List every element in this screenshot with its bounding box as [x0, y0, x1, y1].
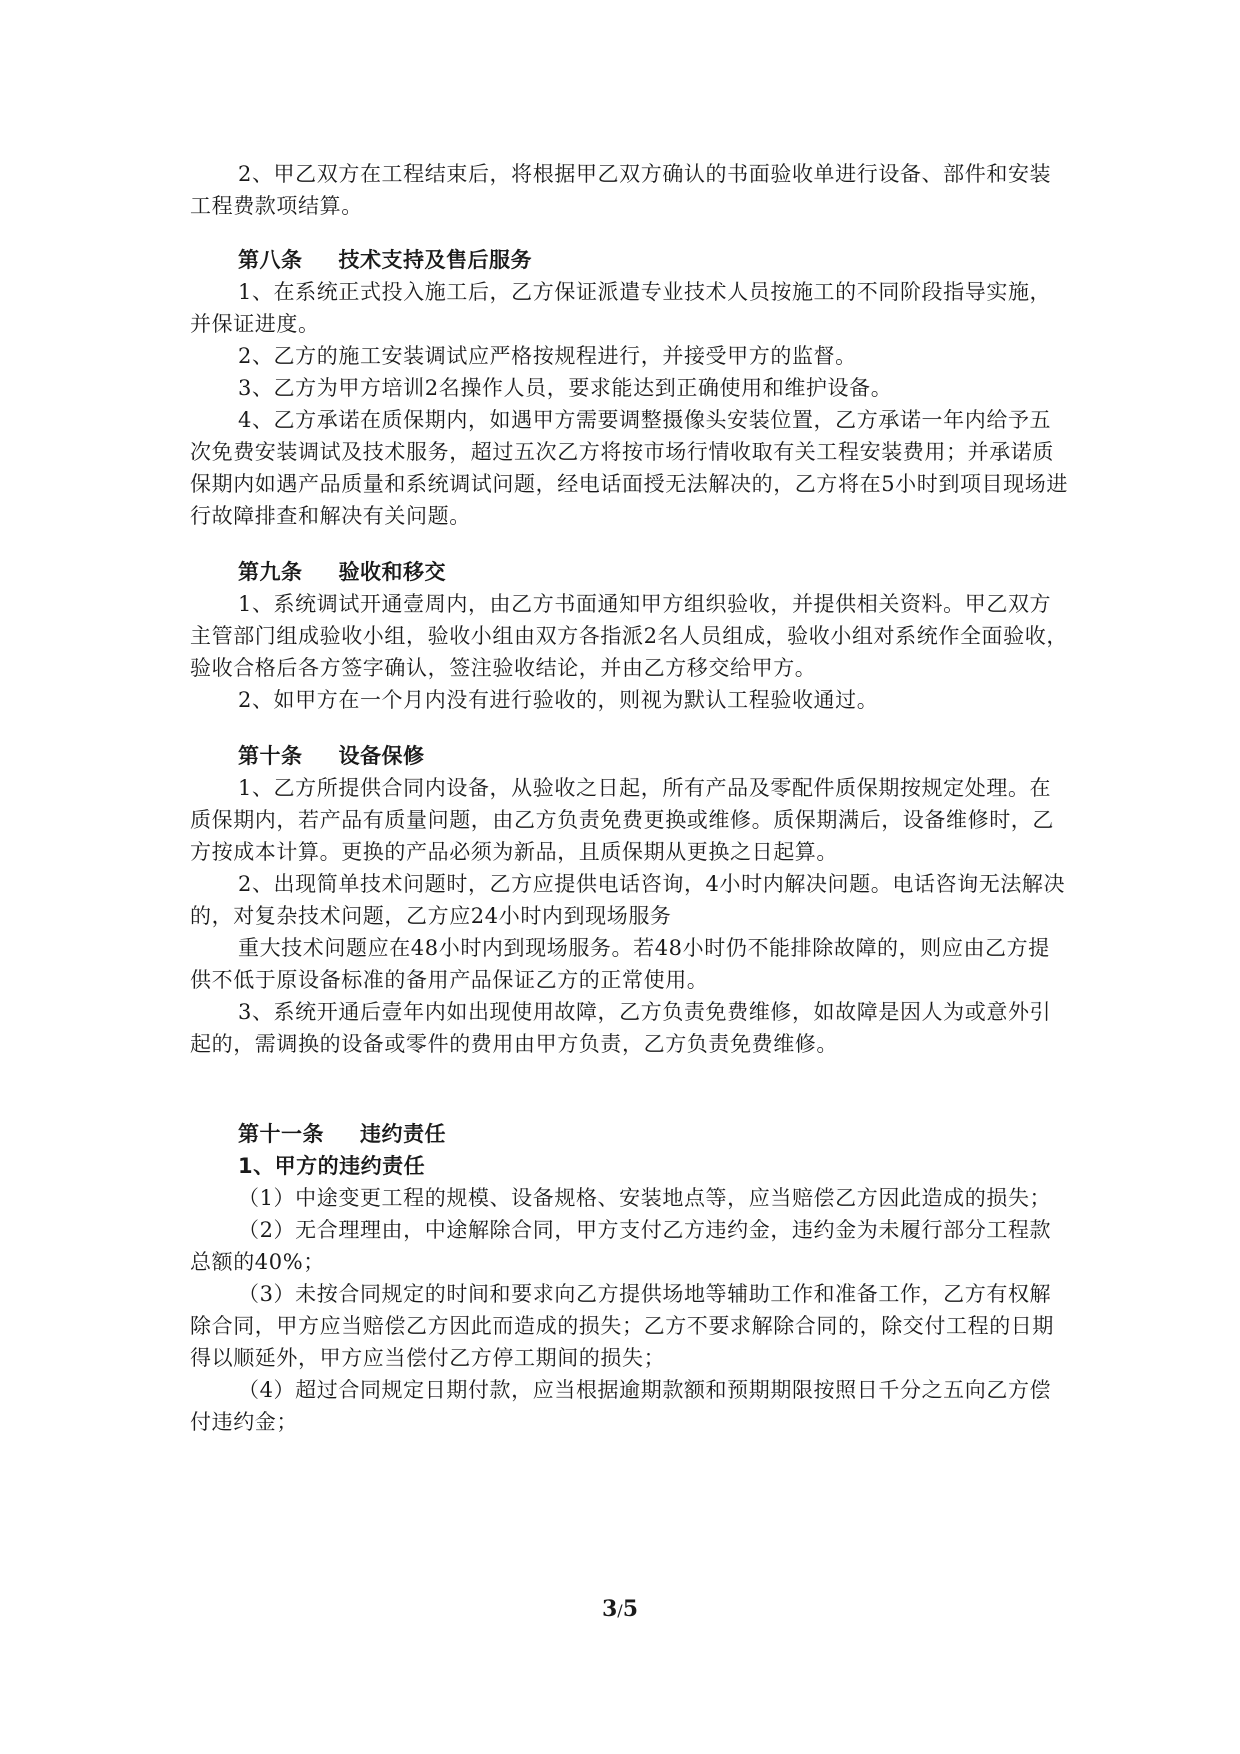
article-10-para-4: 3、系统开通后壹年内如出现使用故障，乙方负责免费维修，如故障是因人为或意外引起的，需调换的设备或零件的费用由甲方负责，乙方负责免费维修。 [190, 1000, 1052, 1056]
article-9-number: 第九条 [238, 560, 303, 584]
article-8-heading [190, 244, 1070, 276]
article-9-para-2: 2、如甲方在一个月内没有进行验收的，则视为默认工程验收通过。 [238, 688, 879, 712]
article-11-para-2: （2）无合理理由，中途解除合同，甲方支付乙方违约金，违约金为未履行部分工程款总额的40%； [190, 1218, 1052, 1274]
article-10-para-3: 重大技术问题应在48小时内到现场服务。若48小时仍不能排除故障的，则应由乙方提供不低于原设备标准的备用产品保证乙方的正常使用。 [190, 936, 1050, 992]
article-11-title: 违约责任 [360, 1122, 446, 1146]
article-8-title: 技术支持及售后服务 [338, 248, 532, 272]
article-11-para-4: （4）超过合同规定日期付款，应当根据逾期款额和预期期限按照日千分之五向乙方偿付违约金； [190, 1378, 1052, 1434]
article-10-para-2: 2、出现简单技术问题时，乙方应提供电话咨询，4小时内解决问题。电话咨询无法解决的，对复杂技术问题，乙方应24小时内到现场服务 [190, 872, 1066, 928]
article-11-para-1: （1）中途变更工程的规模、设备规格、安装地点等，应当赔偿乙方因此造成的损失； [238, 1186, 1052, 1210]
article-8-number: 第八条 [238, 248, 303, 272]
article-9-title: 验收和移交 [338, 560, 446, 584]
article-11-number: 第十一条 [238, 1122, 324, 1146]
article-11-para-3: （3）未按合同规定的时间和要求向乙方提供场地等辅助工作和准备工作，乙方有权解除合同，甲方应当赔偿乙方因此而造成的损失；乙方不要求解除合同的，除交付工程的日期得以顺延外，甲方应当偿付乙方停工期间的损失； [190, 1282, 1054, 1370]
page-separator: / [617, 1601, 623, 1620]
article-11-subheading: 1、甲方的违约责任 [238, 1154, 426, 1178]
article-8-para-4: 4、乙方承诺在质保期内，如遇甲方需要调整摄像头安装位置，乙方承诺一年内给予五次免费安装调试及技术服务，超过五次乙方将按市场行情收取有关工程安装费用；并承诺质保期内如遇产品质量和系统调试问题，经电话面授无法解决的，乙方将在5小时到项目现场进行故障排查和解决有关问题。 [190, 408, 1068, 528]
intro-paragraph: 2、甲乙双方在工程结束后，将根据甲乙双方确认的书面验收单进行设备、部件和安装工程费款项结算。 [190, 162, 1052, 218]
page-total: 5 [622, 1596, 638, 1622]
article-9-para-1: 1、系统调试开通壹周内，由乙方书面通知甲方组织验收，并提供相关资料。甲乙双方主管部门组成验收小组，验收小组由双方各指派2名人员组成，验收小组对系统作全面验收，验收合格后各方签字确认，签注验收结论，并由乙方移交给甲方。 [190, 592, 1068, 680]
document-body [190, 158, 1070, 1438]
page-number [0, 1596, 1240, 1622]
article-10-para-1: 1、乙方所提供合同内设备，从验收之日起，所有产品及零配件质保期按规定处理。在质保期内，若产品有质量问题，由乙方负责免费更换或维修。质保期满后，设备维修时，乙方按成本计算。更换的产品必须为新品，且质保期从更换之日起算。 [190, 776, 1054, 864]
article-10-number: 第十条 [238, 744, 303, 768]
article-11-heading [190, 1118, 1070, 1150]
article-10-title: 设备保修 [338, 744, 425, 768]
page-current: 3 [601, 1596, 618, 1622]
article-8-para-1: 1、在系统正式投入施工后，乙方保证派遣专业技术人员按施工的不同阶段指导实施，并保证进度。 [190, 280, 1052, 336]
article-10-heading [190, 740, 1070, 772]
article-9-heading [190, 556, 1070, 588]
article-8-para-2: 2、乙方的施工安装调试应严格按规程进行，并接受甲方的监督。 [238, 344, 857, 368]
article-8-para-3: 3、乙方为甲方培训2名操作人员，要求能达到正确使用和维护设备。 [238, 376, 893, 400]
